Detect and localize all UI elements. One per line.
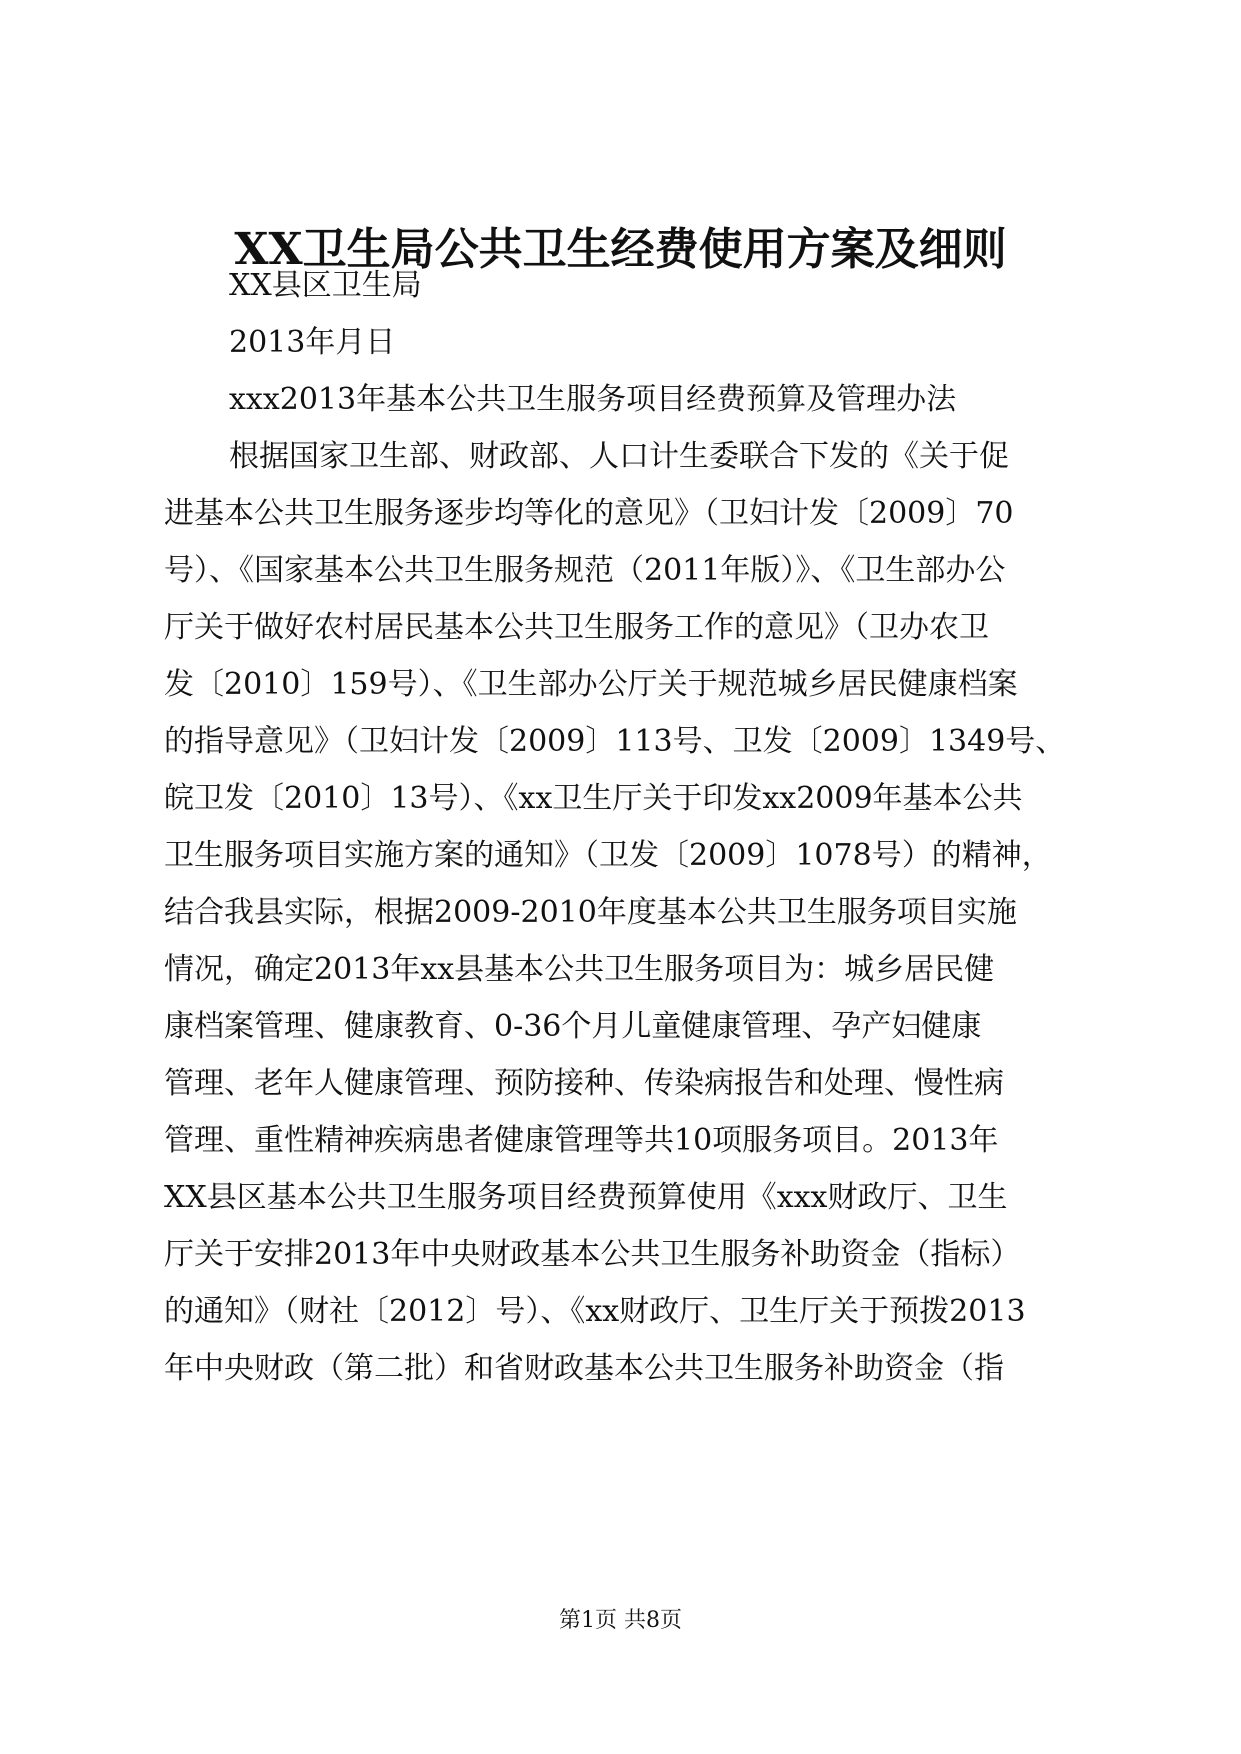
body-paragraph-line: 管理、重性精神疾病患者健康管理等共10项服务项目。2013年 xyxy=(164,1123,999,1158)
body-paragraph-line: 的通知》（财社〔2012〕号）、《xx财政厅、卫生厅关于预拨2013 xyxy=(164,1294,1026,1329)
body-paragraph-line: 进基本公共卫生服务逐步均等化的意见》（卫妇计发〔2009〕70 xyxy=(164,496,1014,531)
body-paragraph-line: XX县区基本公共卫生服务项目经费预算使用《xxx财政厅、卫生 xyxy=(164,1180,1008,1215)
body-paragraph-line: 根据国家卫生部、财政部、人口计生委联合下发的《关于促 xyxy=(229,439,1009,474)
author-line: XX县区卫生局 xyxy=(229,268,422,303)
body-paragraph-line: 管理、老年人健康管理、预防接种、传染病报告和处理、慢性病 xyxy=(164,1066,1004,1101)
body-paragraph-line: 皖卫发〔2010〕13号）、《xx卫生厅关于印发xx2009年基本公共 xyxy=(164,781,1023,816)
date-line: 2013年月日 xyxy=(229,325,396,360)
body-paragraph-line: 厅关于安排2013年中央财政基本公共卫生服务补助资金（指标） xyxy=(164,1237,1021,1272)
body-paragraph-line: 年中央财政（第二批）和省财政基本公共卫生服务补助资金（指 xyxy=(164,1351,1004,1386)
page-number-footer: 第1页 共8页 xyxy=(559,1608,682,1633)
body-paragraph-line: 的指导意见》（卫妇计发〔2009〕113号、卫发〔2009〕1349号、 xyxy=(164,724,1066,759)
body-paragraph-line: 号）、《国家基本公共卫生服务规范（2011年版）》、《卫生部办公 xyxy=(164,553,1006,588)
body-paragraph-line: 结合我县实际，根据2009-2010年度基本公共卫生服务项目实施 xyxy=(164,895,1017,930)
body-paragraph-line: 情况，确定2013年xx县基本公共卫生服务项目为：城乡居民健 xyxy=(164,952,995,987)
subtitle-line: xxx2013年基本公共卫生服务项目经费预算及管理办法 xyxy=(229,382,957,417)
body-paragraph-line: 厅关于做好农村居民基本公共卫生服务工作的意见》（卫办农卫 xyxy=(164,610,989,645)
document-title: XX卫生局公共卫生经费使用方案及细则 xyxy=(234,224,1007,275)
body-paragraph-line: 发〔2010〕159号）、《卫生部办公厅关于规范城乡居民健康档案 xyxy=(164,667,1018,702)
body-paragraph-line: 卫生服务项目实施方案的通知》（卫发〔2009〕1078号）的精神， xyxy=(164,838,1052,873)
body-paragraph-line: 康档案管理、健康教育、0-36个月儿童健康管理、孕产妇健康 xyxy=(164,1009,982,1044)
